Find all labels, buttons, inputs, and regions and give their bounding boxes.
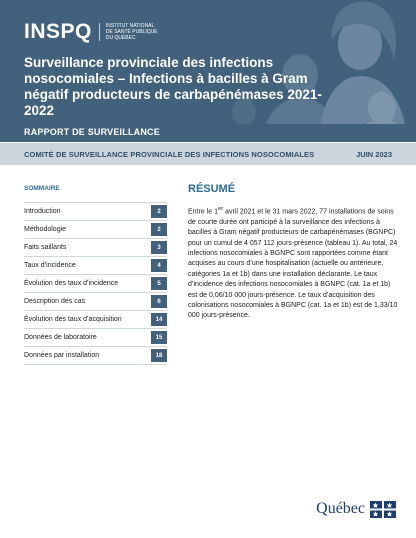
summary-body: avril 2021 et le 31 mars 2022, 77 installations de soins de courte durée ont participé à la surveillance des infections à bacilles à Gram négatif producteurs de carbapénémases (BGNPC) pour un cumul de 4 057 112 jours-présence (tableau 1). Au total, 24 infections nosocomiales à BGNPC sont rapportées comme étant acquises au cours d’une hospitalisation (actuelle ou antérieure, catégories 1a et 1b) dans une installation déclarante. Le taux d’incidence des infections nosocomiales à BGNPC (cat. 1a et 1b) est de 0,06/10 000 jours-présence. Le taux d’acquisition des colonisations nosocomiales à BGNPC (cat. 1a et 1b) est de 1,33/10 000 jours-présence. <box>188 208 398 320</box>
toc-item[interactable] <box>24 275 167 293</box>
toc-item-page: 18 <box>151 349 167 362</box>
toc-item-label: Faits saillants <box>24 244 67 251</box>
toc-item[interactable] <box>24 329 167 347</box>
toc-heading: SOMMAIRE <box>24 185 60 192</box>
summary-intro: Entre le 1 <box>188 208 218 216</box>
toc-item-label: Évolution des taux d’acquisition <box>24 316 122 323</box>
cover-header <box>0 0 416 140</box>
report-title: Surveillance provinciale des infections nosocomiales – Infections à bacilles à Gram négatif producteurs de carbapénémases 2021-2022 <box>24 55 322 118</box>
toc-item[interactable] <box>24 293 167 311</box>
inspq-logo-line: INSTITUT NATIONAL <box>105 23 155 29</box>
quebec-logo-text: Québec <box>316 500 365 517</box>
toc-item[interactable] <box>24 347 167 365</box>
inspq-logo-line: DU QUÉBEC <box>105 35 136 41</box>
committee-band <box>0 142 416 165</box>
summary-text <box>188 204 398 322</box>
toc-item-label: Évolution des taux d’incidence <box>24 280 119 287</box>
toc-item-page: 15 <box>151 331 167 344</box>
toc-item[interactable] <box>24 257 167 275</box>
toc-item-label: Données par installation <box>24 352 100 359</box>
toc-item-page: 2 <box>151 205 167 218</box>
toc-item-page: 2 <box>151 223 167 236</box>
toc-item-page: 14 <box>151 313 167 326</box>
publication-date: JUIN 2023 <box>356 150 392 159</box>
table-of-contents <box>24 185 167 365</box>
toc-item[interactable] <box>24 203 167 221</box>
inspq-logo <box>24 20 176 44</box>
summary-heading: RÉSUMÉ <box>188 183 236 195</box>
toc-item-label: Introduction <box>24 208 61 215</box>
toc-item[interactable] <box>24 239 167 257</box>
toc-item[interactable] <box>24 311 167 329</box>
committee-name: COMITÉ DE SURVEILLANCE PROVINCIALE DES INFECTIONS NOSOCOMIALES <box>24 150 315 159</box>
inspq-logo-mark: INSPQ <box>24 20 92 43</box>
fleurdelise-icon <box>370 501 396 518</box>
toc-item[interactable] <box>24 221 167 239</box>
report-type-band <box>0 124 416 142</box>
inspq-logo-line: DE SANTÉ PUBLIQUE <box>105 29 158 35</box>
inspq-logo-subtitle <box>99 23 176 41</box>
summary-superscript: er <box>217 206 224 212</box>
summary-section <box>188 183 398 322</box>
quebec-logo <box>316 500 396 518</box>
report-type-label: RAPPORT DE SURVEILLANCE <box>24 127 160 137</box>
toc-item-label: Taux d’incidence <box>24 262 76 269</box>
toc-item-label: Description des cas <box>24 298 86 305</box>
toc-item-page: 4 <box>151 259 167 272</box>
toc-item-page: 3 <box>151 241 167 254</box>
toc-item-label: Méthodologie <box>24 226 67 233</box>
toc-list <box>24 202 167 365</box>
silhouette-head-3 <box>368 92 396 124</box>
toc-item-page: 5 <box>151 277 167 290</box>
toc-item-page: 6 <box>151 295 167 308</box>
toc-item-label: Données de laboratoire <box>24 334 97 341</box>
